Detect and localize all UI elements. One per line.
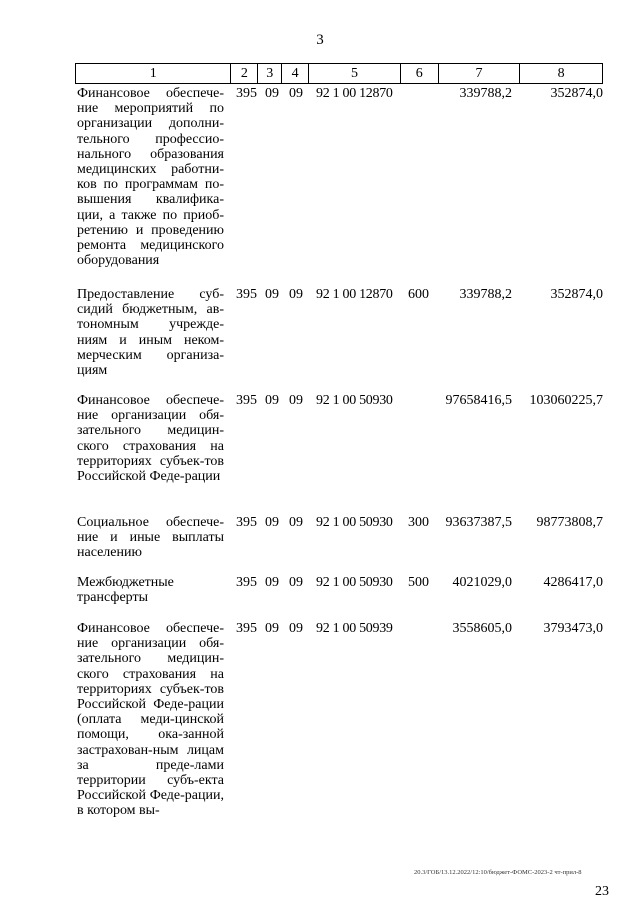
row-name: Финансовое обеспече-ние организации обя-зательного медицин-ского страхования на территориях субъек-тов Российской Феде-рации (оплата меди-цинской помощи, ока-занной застрахован-ным лицам за преде-лами территории субъ-екта Российской Феде-рации, в котором вы- xyxy=(77,621,224,819)
cell-col-2: 395 xyxy=(236,86,257,101)
header-col-4: 4 xyxy=(282,64,309,83)
header-col-8: 8 xyxy=(557,66,565,81)
cell-col-5: 92 1 00 50939 xyxy=(316,621,393,636)
cell-col-5: 92 1 00 50930 xyxy=(316,393,393,408)
cell-col-7: 4021029,0 xyxy=(452,575,512,590)
page-number: 3 xyxy=(316,32,324,48)
cell-col-8: 352874,0 xyxy=(550,86,603,101)
cell-col-7: 339788,2 xyxy=(459,287,512,302)
header-col-3: 3 xyxy=(258,64,282,83)
row-name: Финансовое обеспече-ние организации обя-зательного медицин-ского страхования на территориях субъек-тов Российской Феде-рации xyxy=(77,393,224,485)
cell-col-3: 09 xyxy=(265,393,279,408)
cell-col-4: 09 xyxy=(289,621,303,636)
header-col-7: 7 xyxy=(439,64,521,83)
cell-col-7: 97658416,5 xyxy=(445,393,512,408)
header-col-1: 1 xyxy=(76,64,231,83)
cell-col-5: 92 1 00 12870 xyxy=(316,287,393,302)
row-name: Межбюджетные трансферты xyxy=(77,575,174,606)
cell-col-6: 300 xyxy=(408,515,429,530)
cell-col-8: 98773808,7 xyxy=(536,515,603,530)
cell-col-3: 09 xyxy=(265,621,279,636)
row-name: Социальное обеспече-ние и иные выплаты населению xyxy=(77,515,224,561)
cell-col-6: 600 xyxy=(408,287,429,302)
cell-col-2: 395 xyxy=(236,575,257,590)
row-name: Предоставление суб-сидий бюджетным, ав-тономным учрежде-ниям и иным неком-мерческим организа-циям xyxy=(77,287,224,379)
cell-col-8: 3793473,0 xyxy=(543,621,603,636)
cell-col-4: 09 xyxy=(289,575,303,590)
cell-col-3: 09 xyxy=(265,287,279,302)
header-col-2: 2 xyxy=(231,64,258,83)
cell-col-2: 395 xyxy=(236,393,257,408)
cell-col-4: 09 xyxy=(289,515,303,530)
cell-col-4: 09 xyxy=(289,86,303,101)
cell-col-6: 500 xyxy=(408,575,429,590)
cell-col-8: 103060225,7 xyxy=(529,393,603,408)
cell-col-2: 395 xyxy=(236,287,257,302)
cell-col-5: 92 1 00 50930 xyxy=(316,515,393,530)
sheet-number: 23 xyxy=(595,884,609,899)
cell-col-7: 93637387,5 xyxy=(445,515,512,530)
header-col-6: 6 xyxy=(401,64,439,83)
cell-col-3: 09 xyxy=(265,575,279,590)
row-name: Финансовое обеспече-ние мероприятий по организации дополни-тельного профессио-нального образования медицинских работни-ков по программам по-вышения квалифика-ции, а также по приоб-ретению и проведению ремонта медицинского оборудования xyxy=(77,86,224,269)
cell-col-2: 395 xyxy=(236,515,257,530)
header-col-5: 5 xyxy=(309,64,401,83)
cell-col-3: 09 xyxy=(265,515,279,530)
cell-col-4: 09 xyxy=(289,393,303,408)
cell-col-4: 09 xyxy=(289,287,303,302)
table-header xyxy=(75,63,603,84)
document-code: 20.3/ГОБ/13.12.2022/12:10/бюджет-ФОМС-2023-2 чт-прил-8 xyxy=(414,869,582,876)
cell-col-2: 395 xyxy=(236,621,257,636)
cell-col-7: 3558605,0 xyxy=(452,621,512,636)
cell-col-3: 09 xyxy=(265,86,279,101)
cell-col-5: 92 1 00 50930 xyxy=(316,575,393,590)
cell-col-7: 339788,2 xyxy=(459,86,512,101)
cell-col-8: 352874,0 xyxy=(550,287,603,302)
cell-col-8: 4286417,0 xyxy=(543,575,603,590)
cell-col-5: 92 1 00 12870 xyxy=(316,86,393,101)
